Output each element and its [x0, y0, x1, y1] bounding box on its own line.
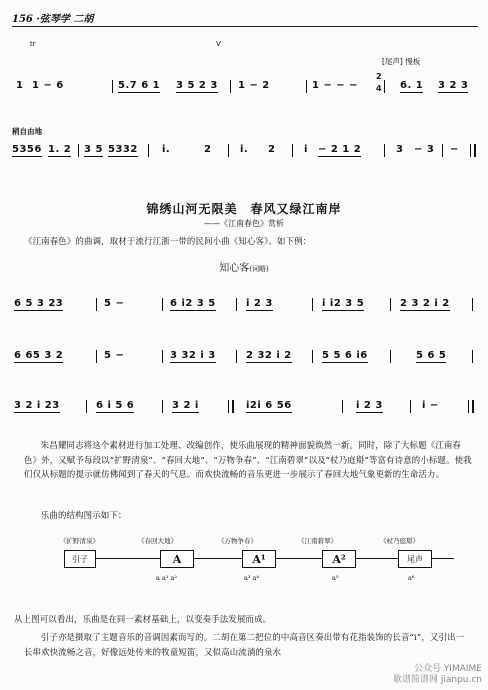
barline: [442, 144, 443, 157]
section-a2-box: A²: [322, 550, 356, 568]
coda-box: 尾声: [398, 550, 432, 568]
body-paragraph-3: 引子亦是摄取了主题音乐的音调因素而写的。二胡在第二把位的中高音区奏出带有花指装饰的长音“i”，又引出一长串欢快流畅之音，好像远处传来的牧童短笛，又似高山流淌的泉水: [24, 632, 465, 657]
subsection-label: a⁵: [332, 574, 339, 582]
barline: [236, 350, 237, 363]
barline: [96, 350, 97, 363]
body-paragraph-2: 从上图可以看出，乐曲是在同一素材基础上，以变奏手法发展而成。: [14, 614, 272, 624]
note-group: i2i 6 56: [246, 400, 292, 411]
barline: [86, 400, 87, 413]
header-rule: [12, 26, 478, 27]
section-label: 《杖乃庭搿》: [380, 537, 419, 545]
barline: [228, 400, 229, 413]
time-signature-top: 2: [376, 72, 382, 81]
watermark-line-2: 歌谱简谱网 jianpu.cn: [392, 675, 482, 685]
note-group: i: [304, 144, 308, 155]
song-staff-3: [12, 400, 478, 428]
note-group: i 2 3: [246, 298, 273, 309]
note-group: 6 5 3 23: [14, 298, 64, 309]
barline: [78, 144, 79, 157]
note-group: −: [450, 144, 459, 155]
note-group: i.: [162, 144, 171, 155]
body-paragraph-1: 朱昌耀同志将这个素材进行加工处理、改编创作，使乐曲展现的精神面貌焕然一新。同时，除了大标题《江南春色》外，又赋予每段以“扩野清泉”、“春回大地”、“万物争春”、“江南碧翠”以及“杖乃庭搿”等富有诗意的小标题。使我们仅从标题的提示就仿佛闻到了春天的气息。而欢快流畅的音乐更进一步展示了春回大地气象更新的生命活力。: [24, 440, 472, 480]
note-group: i −: [422, 400, 439, 411]
note-group: 6 65 3 2: [14, 350, 64, 361]
intro-paragraph: 《江南春色》的曲调，取材于流行江浙一带的民间小曲《知心客》。如下例：: [24, 236, 312, 246]
music-staff-2: [12, 144, 478, 172]
barline: [470, 144, 471, 157]
barline: [384, 80, 385, 93]
note-group: 3 2 i: [172, 400, 199, 411]
barline: [342, 400, 343, 413]
note-group: 3 5 2 3: [176, 80, 218, 91]
note-group: 3 32 i 3: [170, 350, 216, 361]
subsection-label: a a¹ a²: [156, 574, 177, 582]
note-group: 3: [396, 144, 404, 155]
note-group: 5 −: [104, 350, 125, 361]
section-label: 《扩野清泉》: [60, 537, 99, 545]
barline: [472, 400, 474, 413]
note-group: 5332: [108, 144, 138, 155]
article-subtitle: ——《江南春色》赏析: [204, 219, 284, 228]
note-group: 6 i2 3 5: [170, 298, 216, 309]
note-group: − 3: [414, 144, 435, 155]
barline: [96, 298, 97, 311]
structure-diagram: [60, 536, 460, 596]
section-label: 《春回大地》: [138, 537, 177, 545]
note-group: 3 2 3: [438, 80, 469, 91]
section-a-box: A: [160, 550, 194, 568]
note-group: i 2 3: [356, 400, 383, 411]
song-staff-2: [12, 350, 478, 378]
bow-mark: V: [216, 40, 221, 48]
barline: [230, 80, 231, 93]
note-group: 3 5: [84, 144, 103, 155]
barline: [112, 80, 113, 93]
note-group: 1. 2: [48, 144, 72, 155]
note-group: 3 2 i 23: [14, 400, 60, 411]
barline: [162, 350, 163, 363]
section-label: 《万物争春》: [218, 537, 257, 545]
note-group: 5 −: [104, 298, 125, 309]
note-group: 6 i 5 6: [96, 400, 135, 411]
note-group: 2 32 i 2: [246, 350, 292, 361]
note-group: 5 5 6 i6: [322, 350, 368, 361]
song-annotation: (词略): [249, 265, 269, 273]
section-label: 《江南碧翠》: [298, 537, 337, 545]
barline: [236, 298, 237, 311]
barline: [292, 144, 293, 157]
barline: [228, 144, 229, 157]
note-group: 5.7 6 1: [118, 80, 161, 91]
note-group: 6. 1: [400, 80, 424, 91]
article-title: 锦绣山河无限美 春风又绿江南岸: [146, 202, 342, 216]
note-group: − 2 1 2: [318, 144, 362, 155]
note-group: 2: [204, 144, 212, 155]
tempo-marking: 稍自由地: [12, 127, 42, 136]
barline: [390, 298, 391, 311]
note-group: 1: [16, 80, 24, 91]
structure-intro: 乐曲的结构图示如下：: [40, 510, 127, 520]
trill-mark: tr: [30, 40, 36, 48]
note-group: 2: [268, 144, 276, 155]
barline: [312, 298, 313, 311]
barline: [390, 350, 391, 363]
music-staff-1: [12, 80, 478, 108]
barline: [162, 400, 163, 413]
note-group: 1 − 6: [32, 80, 64, 91]
song-name: 知心客: [219, 263, 250, 274]
barline: [472, 298, 473, 311]
barline: [162, 298, 163, 311]
barline: [148, 144, 149, 157]
barline: [468, 400, 469, 413]
note-group: 1 − 2: [238, 80, 270, 91]
song-staff-1: [12, 298, 478, 326]
note-group: 1 − − −: [312, 80, 359, 91]
watermark: [393, 664, 482, 686]
note-group: 5 6 5: [416, 350, 447, 361]
section-a1-box: A¹: [242, 550, 276, 568]
barline: [474, 144, 476, 157]
subsection-label: a³ a⁴: [244, 574, 260, 582]
subsection-label: a⁶: [408, 574, 415, 582]
intro-box: 引子: [64, 550, 96, 568]
rehearsal-mark: [尾声] 慢板: [382, 57, 421, 66]
song-title: [0, 259, 488, 274]
page-header: 156 ·弦琴学 二胡: [12, 14, 94, 25]
note-group: 2 3 2 i 2: [400, 298, 450, 309]
barline: [472, 350, 473, 363]
barline: [384, 144, 385, 157]
barline: [410, 400, 411, 413]
time-signature-bottom: 4: [376, 84, 382, 93]
note-group: i.: [240, 144, 249, 155]
barline: [232, 400, 234, 413]
barline: [312, 350, 313, 363]
watermark-line-1: 公众号 YIMAIME: [413, 664, 482, 674]
barline: [306, 80, 307, 93]
note-group: 5356: [12, 144, 42, 155]
note-group: i i2 3 5: [322, 298, 365, 309]
